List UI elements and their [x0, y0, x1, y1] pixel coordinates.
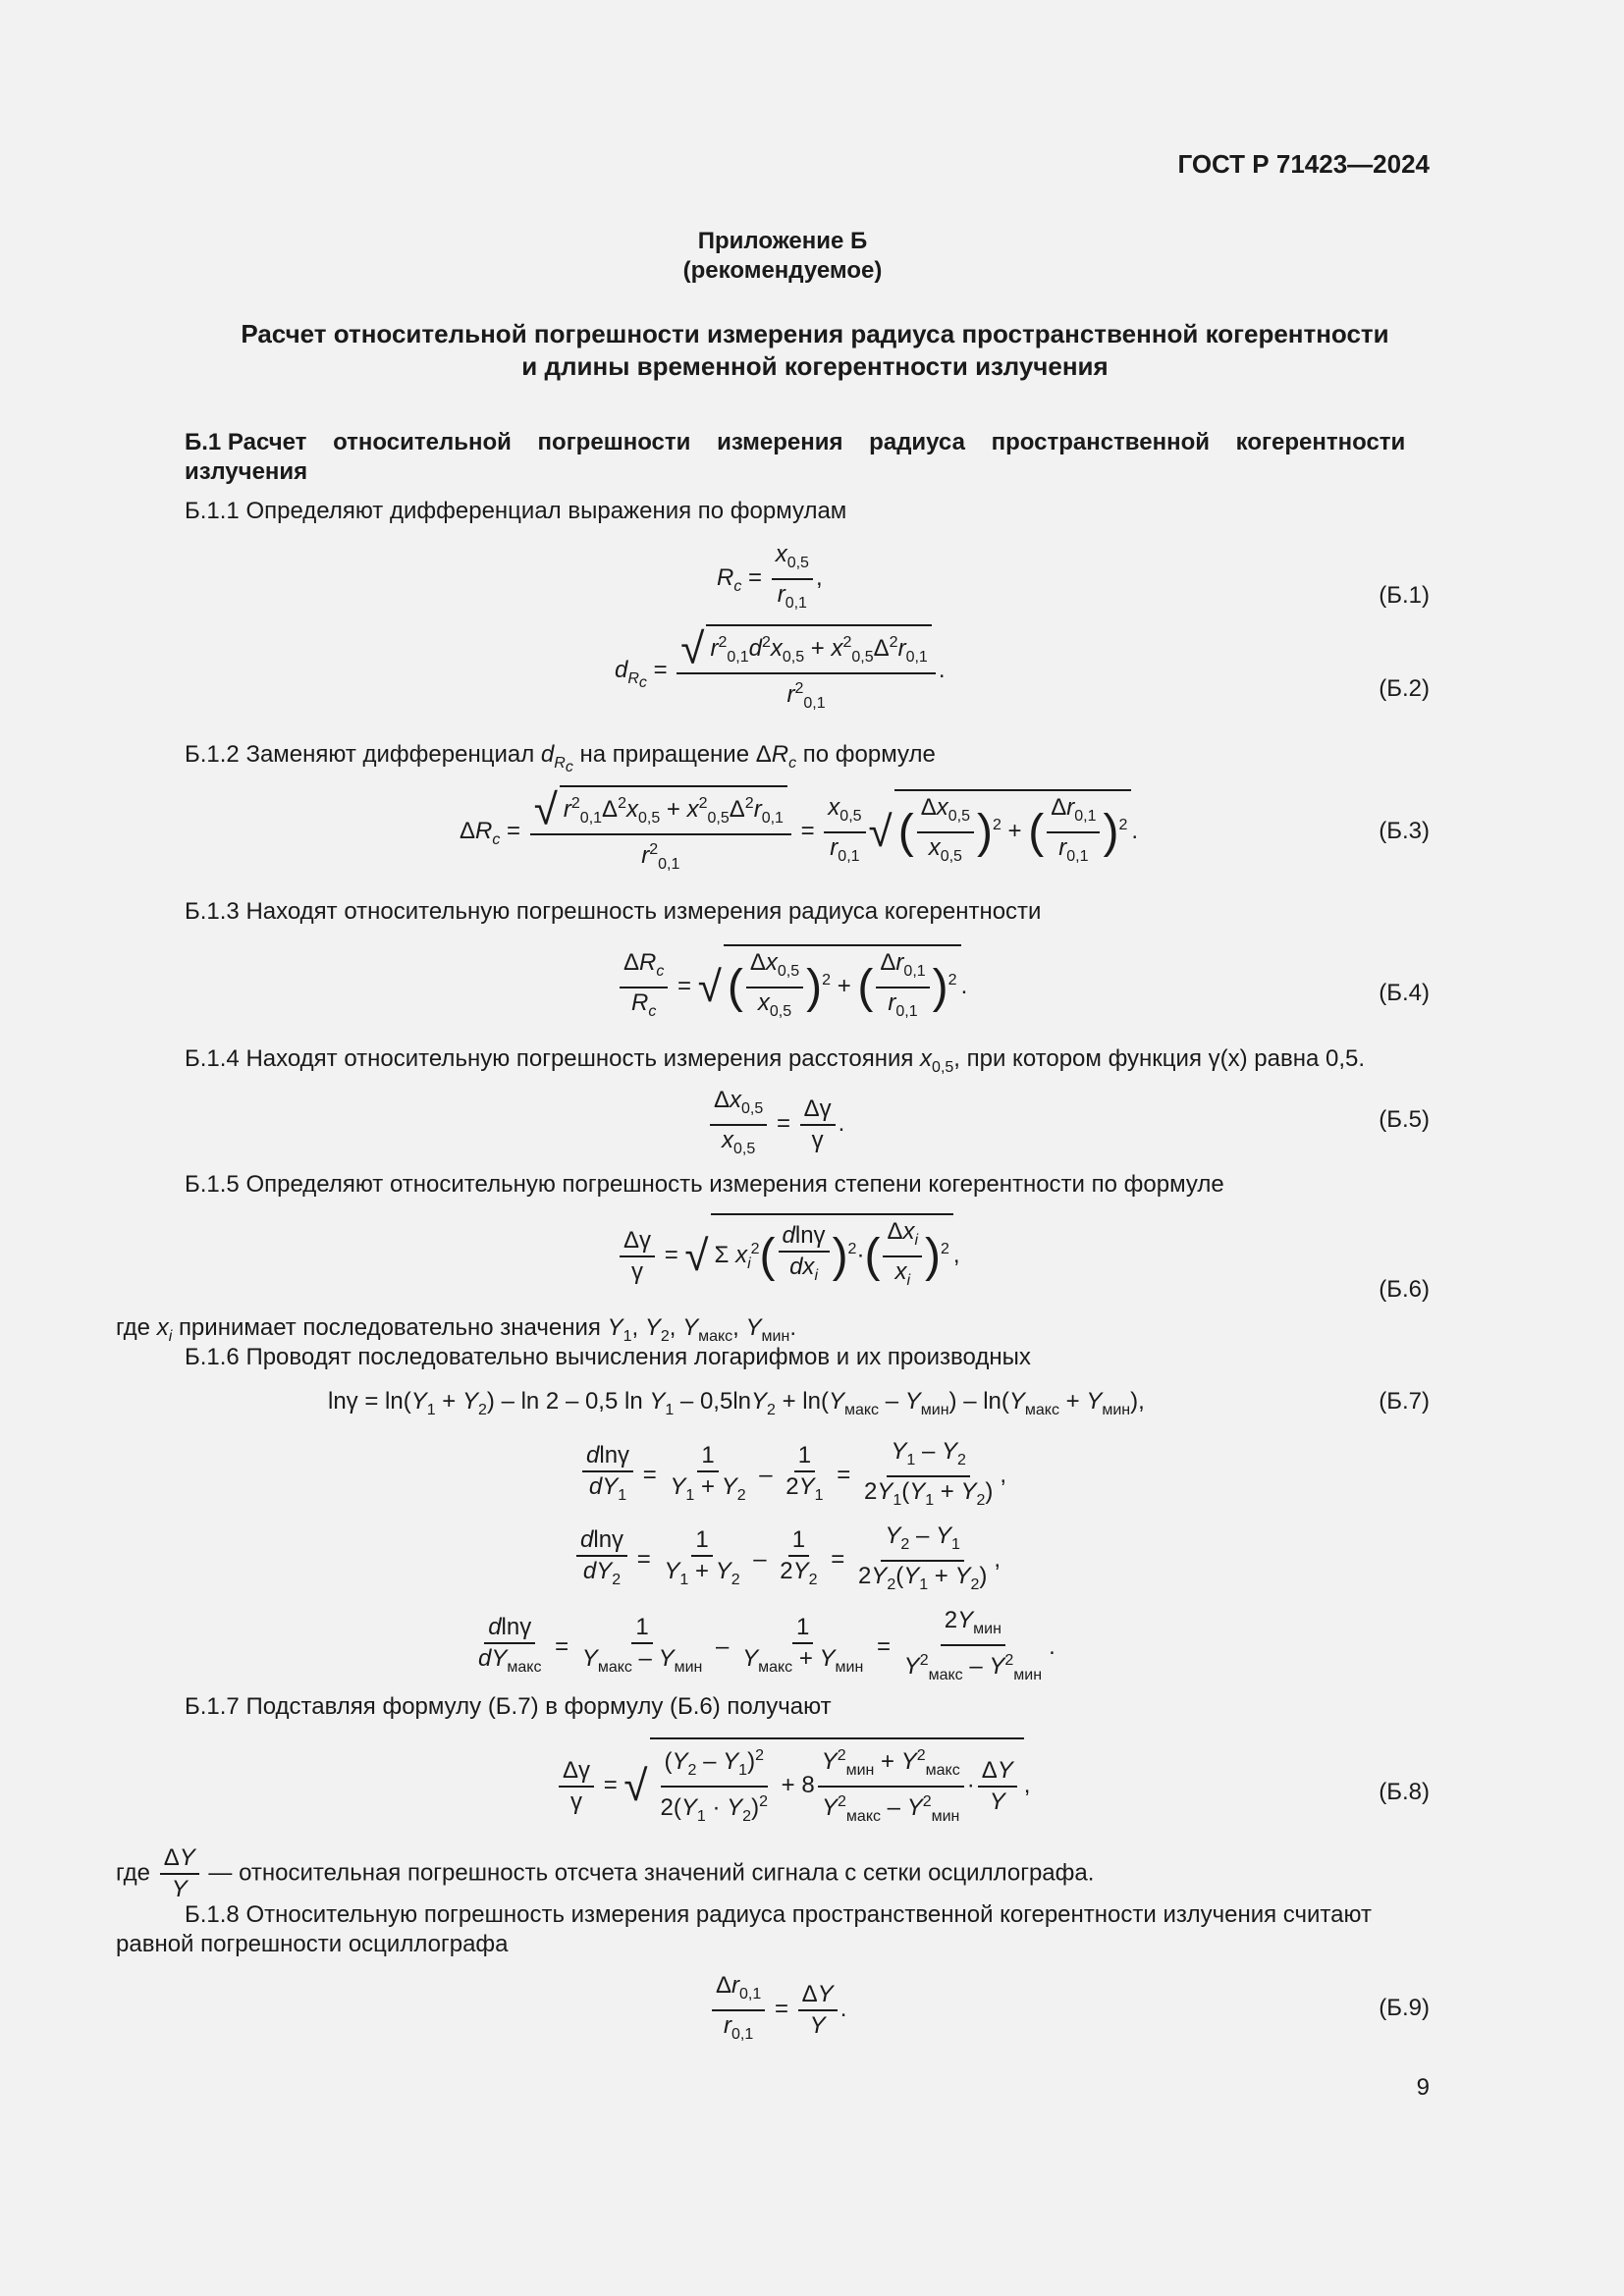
formula-b8: $\frac{\Delta\gamma}{\gamma}$ = √ $\frac{(Y_2 - Y_1)^2}{2(Y_1 \cdot Y_2)^2}$ + 8 $\frac{Y^2_{мин} + Y^2_{макс}}{Y^2_{макс} - Y^2_{мин}}$ · $\frac{\Delta Y}{Y}$ , [556, 1737, 1030, 1832]
section-heading [185, 428, 1430, 487]
equation-number-b2: (Б.2) [1379, 675, 1430, 702]
formula-b7: $\ln\gamma = \ln(Y_1 + Y_2) - \ln 2 - 0,5$ $\ln Y_1 - 0,5\ln Y_2 + \ln(Y_{макс} - Y_{мин}) - \ln(Y_{макс} + Y_{мин})$, [328, 1388, 1145, 1418]
section-heading-line1: Б.1 Расчет относительной погрешности измерения радиуса пространственной когерентности [185, 429, 1406, 455]
paragraph-b111: Б.1.1 Определяют дифференциал выражения по формулам [185, 498, 847, 524]
where-xi: где $x_i$ принимает последовательно значения $Y_1$, $Y_2$, $Y_{макс}$, $Y_{мин}$. [116, 1314, 796, 1345]
b118-line2: равной погрешности осциллографа [116, 1931, 509, 1957]
formula-b1: $R_c$ = $\frac{x_{0,5}}{r_{0,1}}$ , [717, 541, 823, 612]
formula-b3: $\Delta R_c$ = $\frac{√ r^2_{0,1}\Delta^2x_{0,5} + x^2_{0,5}\Delta^2r_{0,1}}{r^2_{0,1}}$ = $\frac{x_{0,5}}{r_{0,1}}$ √ ( $\frac{\Delta x_{0,5}}{x_{0,5}}$ )$^2$ + ( $\frac{\Delta r_{0,1}}{r_{0,1}}$ )$^2$ . [460, 785, 1139, 873]
main-title-line1: Расчет относительной погрешности измерения радиуса пространственной когерентности [241, 319, 1389, 348]
b114-text-b: , при котором функция γ(x) равна 0,5. [953, 1045, 1366, 1072]
b112-text-a: Б.1.2 Заменяют дифференциал [185, 741, 535, 768]
appendix-title: Приложение Б [697, 228, 868, 254]
b118-line1: Б.1.8 Относительную погрешность измерения радиуса пространственной когерентности излучения считают [185, 1901, 1372, 1928]
equation-number-b8: (Б.8) [1379, 1779, 1430, 1805]
paragraph-b117: Б.1.7 Подставляя формулу (Б.7) в формулу (Б.6) получают [185, 1693, 832, 1720]
equation-number-b4: (Б.4) [1379, 980, 1430, 1006]
paragraph-b112: Б.1.2 Заменяют дифференциал $d_{R_c}$ на приращение $\Delta R_c$ по формуле [185, 741, 936, 775]
b112-text-c: по формуле [802, 741, 936, 768]
formula-b5: $\frac{\Delta x_{0,5}}{x_{0,5}}$ = $\frac{\Delta\gamma}{\gamma}$ . [707, 1086, 844, 1164]
equation-number-b9: (Б.9) [1379, 1995, 1430, 2021]
main-title-line2: и длины временной когерентности излучения [521, 351, 1109, 381]
b112-text-b: на приращение [579, 741, 750, 768]
where-dy: где $\frac{\Delta Y}{Y}$ — относительная погрешность отсчета значений сигнала с сетки осциллографа. [116, 1844, 1095, 1902]
formula-b7-derivative-y2: $\frac{dln\gamma}{dY_2}$ = $\frac{1}{Y_1 + Y_2}$ – $\frac{1}{2Y_2}$ = $\frac{Y_2 - Y_1}{2Y_2(Y_1 + Y_2)}$ , [573, 1522, 1001, 1600]
equation-number-b6: (Б.6) [1379, 1276, 1430, 1303]
equation-number-b3: (Б.3) [1379, 818, 1430, 844]
where-dy-b: — относительная погрешность отсчета значений сигнала с сетки осциллографа. [208, 1859, 1095, 1887]
section-heading-line2: излучения [185, 458, 308, 485]
page-number: 9 [1416, 2074, 1430, 2101]
b114-text-a: Б.1.4 Находят относительную погрешность измерения расстояния [185, 1045, 914, 1072]
paragraph-b113: Б.1.3 Находят относительную погрешность измерения радиуса когерентности [185, 898, 1042, 925]
formula-b2: $d_{R_c}$ = $\frac{√ r^2_{0,1}d^2x_{0,5} + x^2_{0,5}\Delta^2r_{0,1}}{r^2_{0,1}}$ . [615, 624, 946, 712]
paragraph-b114: Б.1.4 Находят относительную погрешность измерения расстояния $x_{0,5}$, при котором функция γ(x) равна 0,5. [185, 1045, 1366, 1076]
where-xi-b: принимает последовательно значения [178, 1314, 601, 1341]
formula-b4: $\frac{\Delta R_c}{R_c}$ = √ ( $\frac{\Delta x_{0,5}}{x_{0,5}}$ )$^2$ + ( $\frac{\Delta r_{0,1}}{r_{0,1}}$ )$^2$ . [617, 944, 967, 1027]
formula-b7-derivative-y1: $\frac{dln\gamma}{dY_1}$ = $\frac{1}{Y_1 + Y_2}$ – $\frac{1}{2Y_1}$ = $\frac{Y_1 - Y_2}{2Y_1(Y_1 + Y_2)}$ , [579, 1437, 1006, 1516]
equation-number-b5: (Б.5) [1379, 1106, 1430, 1133]
standard-number: ГОСТ Р 71423—2024 [1177, 149, 1430, 179]
appendix-subtitle: (рекомендуемое) [682, 257, 883, 284]
paragraph-b118 [116, 1900, 1430, 1959]
formula-b6: $\frac{\Delta\gamma}{\gamma}$ = √ Σ $x_i^2$( $\frac{dln\gamma}{dx_i}$ )$^2$·( $\frac{\Delta x_i}{x_i}$ )$^2$ , [617, 1213, 960, 1296]
paragraph-b115: Б.1.5 Определяют относительную погрешность измерения степени когерентности по формуле [185, 1171, 1224, 1198]
formula-b9: $\frac{\Delta r_{0,1}}{r_{0,1}}$ = $\frac{\Delta Y}{Y}$ . [709, 1971, 846, 2050]
equation-number-b7: (Б.7) [1379, 1388, 1430, 1415]
paragraph-b116: Б.1.6 Проводят последовательно вычисления логарифмов и их производных [185, 1344, 1031, 1370]
equation-number-b1: (Б.1) [1379, 582, 1430, 609]
formula-b7-derivative-ymax: $\frac{dln\gamma}{dY_{макс}}$ = $\frac{1}{Y_{макс} - Y_{мин}}$ – $\frac{1}{Y_{макс} + Y_{мин}}$ = $\frac{2Y_{мин}}{Y^2_{макс} - Y^2_{мин}}$ . [478, 1607, 1056, 1683]
where-xi-a: где [116, 1314, 151, 1341]
where-dy-a: где [116, 1859, 151, 1887]
